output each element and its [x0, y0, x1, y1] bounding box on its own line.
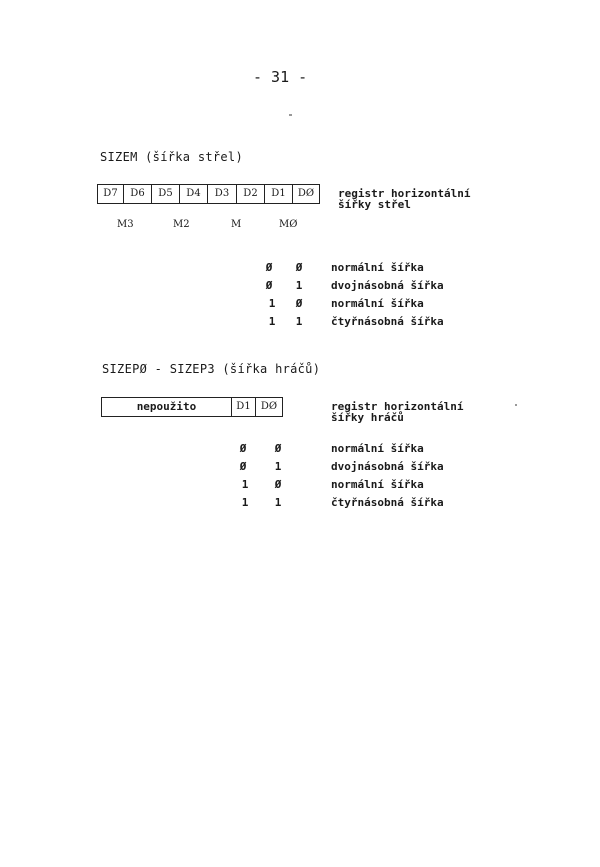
- sizep-description-line2: šířky hráčů: [331, 411, 404, 424]
- sizem-row3-bit0: Ø: [295, 297, 303, 310]
- bit-cell-d2: D2: [237, 185, 265, 203]
- sizep-row1-bit1: Ø: [239, 442, 247, 455]
- scan-speck: [515, 404, 517, 406]
- sizep-row1-label: normální šířka: [331, 442, 424, 455]
- sizep-row4-bit1: 1: [241, 496, 249, 509]
- sizem-row2-label: dvojnásobná šířka: [331, 279, 444, 292]
- sizem-row1-label: normální šířka: [331, 261, 424, 274]
- bit-cell-d0: DØ: [260, 401, 278, 412]
- sizep-row4-bit0: 1: [274, 496, 282, 509]
- sizep-heading: SIZEPØ - SIZEP3 (šířka hráčů): [102, 362, 321, 376]
- bit-marker-m2: M2: [173, 219, 190, 230]
- bit-cell-d6: D6: [124, 185, 152, 203]
- sizem-row2-bit0: 1: [295, 279, 303, 292]
- sizep-row2-bit0: 1: [274, 460, 282, 473]
- bit-cell-d5: D5: [152, 185, 180, 203]
- bit-cell-d0: DØ: [297, 188, 315, 199]
- sizem-row3-label: normální šířka: [331, 297, 424, 310]
- sizep-row1-bit0: Ø: [274, 442, 282, 455]
- sizep-row4-label: čtyřnásobná šířka: [331, 496, 444, 509]
- unused-bits-cell: nepoužito: [102, 398, 232, 416]
- sizem-row4-bit0: 1: [295, 315, 303, 328]
- sizep-register: [101, 397, 283, 417]
- sizep-description-line1: registr horizontální: [331, 400, 464, 413]
- sizep-row2-bit1: Ø: [239, 460, 247, 473]
- bit-marker-m: M: [231, 219, 242, 230]
- sizem-row3-bit1: 1: [268, 297, 276, 310]
- bit-cell-d1: D1: [232, 398, 256, 416]
- sizep-row2-label: dvojnásobná šířka: [331, 460, 444, 473]
- sizem-row1-bit0: Ø: [295, 261, 303, 274]
- sizem-row1-bit1: Ø: [265, 261, 273, 274]
- bit-marker-m3: M3: [117, 219, 134, 230]
- sizem-row4-label: čtyřnásobná šířka: [331, 315, 444, 328]
- bit-cell-d7: D7: [98, 185, 124, 203]
- bit-cell-d1: D1: [265, 185, 293, 203]
- bit-cell-d4: D4: [180, 185, 208, 203]
- sizep-row3-label: normální šířka: [331, 478, 424, 491]
- sizem-description-line1: registr horizontální: [338, 187, 471, 200]
- sizem-row4-bit1: 1: [268, 315, 276, 328]
- page-number: - 31 -: [253, 68, 308, 86]
- sizem-register: [97, 184, 320, 204]
- sizem-heading: SIZEM (šířka střel): [100, 150, 243, 164]
- sizep-row3-bit1: 1: [241, 478, 249, 491]
- bit-cell-d3: D3: [208, 185, 237, 203]
- sizep-row3-bit0: Ø: [274, 478, 282, 491]
- bit-marker-m0: MØ: [279, 219, 298, 230]
- scan-speck: [289, 114, 292, 116]
- sizem-row2-bit1: Ø: [265, 279, 273, 292]
- sizem-description-line2: šířky střel: [338, 198, 411, 211]
